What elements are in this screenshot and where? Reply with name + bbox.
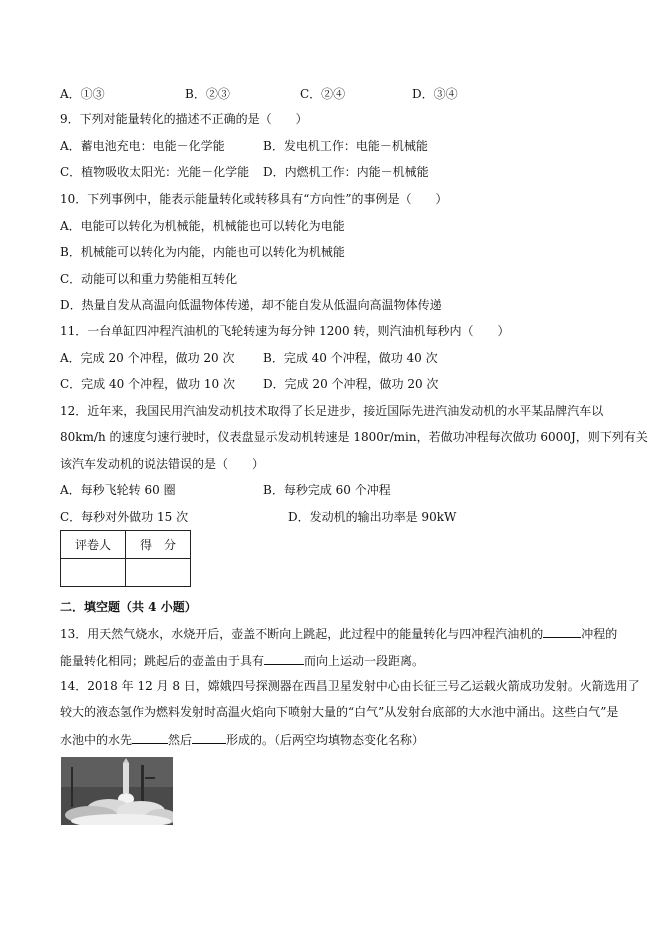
q9-option-d: D．内燃机工作：内能－机械能 [263,165,429,179]
q14-line-1: 14．2018 年 12 月 8 日，嫦娥四号探测器在西昌卫星发射中心由长征三号乙运载火箭成功发射。火箭选用了 [60,679,640,693]
q14-blank-2 [192,731,226,744]
q12-option-a: A．每秒飞轮转 60 圈 [60,483,176,497]
q13-blank-1 [543,625,581,638]
q9-option-c: C．植物吸收太阳光：光能－化学能 [60,165,250,179]
q12-line-3: 该汽车发动机的说法错误的是（ ） [60,457,265,471]
q13-line-2 [60,652,424,669]
q13-text-2b: 而向上运动一段距离。 [304,654,425,668]
reviewer-cell [61,559,126,587]
q14-text-3b: 然后 [168,733,193,747]
q8-option-d: D．③④ [412,87,458,101]
q14-line-2: 较大的液态氢作为燃料发射时高温火焰向下喷射大量的“白气”从发射台底部的大水池中涌出。这些白气”是 [60,705,619,719]
q9-stem: 9．下列对能量转化的描述不正确的是（ ） [60,112,308,126]
q9-option-a: A．蓄电池充电：电能－化学能 [60,139,225,153]
q10-option-b: B．机械能可以转化为内能，内能也可以转化为机械能 [60,245,345,259]
q14-text-3a: 水池中的水先 [60,733,133,747]
score-header: 得 分 [126,531,191,559]
rocket-launch-photo [61,757,173,825]
q8-option-c: C．②④ [300,87,346,101]
q9-option-b: B．发电机工作：电能－机械能 [263,139,428,153]
q10-option-c: C．动能可以和重力势能相互转化 [60,272,238,286]
q13-line-1 [60,625,617,642]
q10-option-d: D．热量自发从高温向低温物体传递，却不能自发从低温向高温物体传递 [60,298,442,312]
grade-table [60,530,191,587]
q11-option-b: B．完成 40 个冲程，做功 40 次 [263,351,438,365]
q12-line-1: 12．近年来，我国民用汽油发动机技术取得了长足进步，接近国际先进汽油发动机的水平某品牌汽车以 [60,404,604,418]
rocket-launch-icon [61,757,173,825]
q10-option-a: A．电能可以转化为机械能，机械能也可以转化为电能 [60,219,345,233]
q12-option-c: C．每秒对外做功 15 次 [60,510,189,524]
q11-stem: 11．一台单缸四冲程汽油机的飞轮转速为每分钟 1200 转，则汽油机每秒内（ ） [60,324,510,338]
q8-option-b: B．②③ [185,87,230,101]
q13-text-2a: 能量转化相同；跳起后的壶盖由于具有 [60,654,265,668]
q13-text-1a: 13．用天然气烧水，水烧开后，壶盖不断向上跳起，此过程中的能量转化与四冲程汽油机的 [60,627,544,641]
q14-line-3 [60,731,424,748]
reviewer-header: 评卷人 [61,531,126,559]
q11-option-c: C．完成 40 个冲程，做功 10 次 [60,377,235,391]
q10-stem: 10．下列事例中，能表示能量转化或转移具有“方向性”的事例是（ ） [60,192,448,206]
q11-option-a: A．完成 20 个冲程，做功 20 次 [60,351,235,365]
section-2-title: 二．填空题（共 4 小题） [60,600,197,614]
q14-text-3c: 形成的。（后两空均填物态变化名称） [226,733,425,747]
score-cell [126,559,191,587]
q13-text-1b: 冲程的 [581,627,618,641]
q14-blank-1 [132,731,168,744]
q8-option-a: A．①③ [60,87,105,101]
q12-option-b: B．每秒完成 60 个冲程 [263,483,391,497]
q12-line-2: 80km/h 的速度匀速行驶时，仪表盘显示发动机转速是 1800r/min，若做功冲程每次做功 6000J，则下列有关 [60,430,648,444]
q12-option-d: D．发动机的输出功率是 90kW [288,510,457,524]
q11-option-d: D．完成 20 个冲程，做功 20 次 [263,377,439,391]
q13-blank-2 [264,652,304,665]
